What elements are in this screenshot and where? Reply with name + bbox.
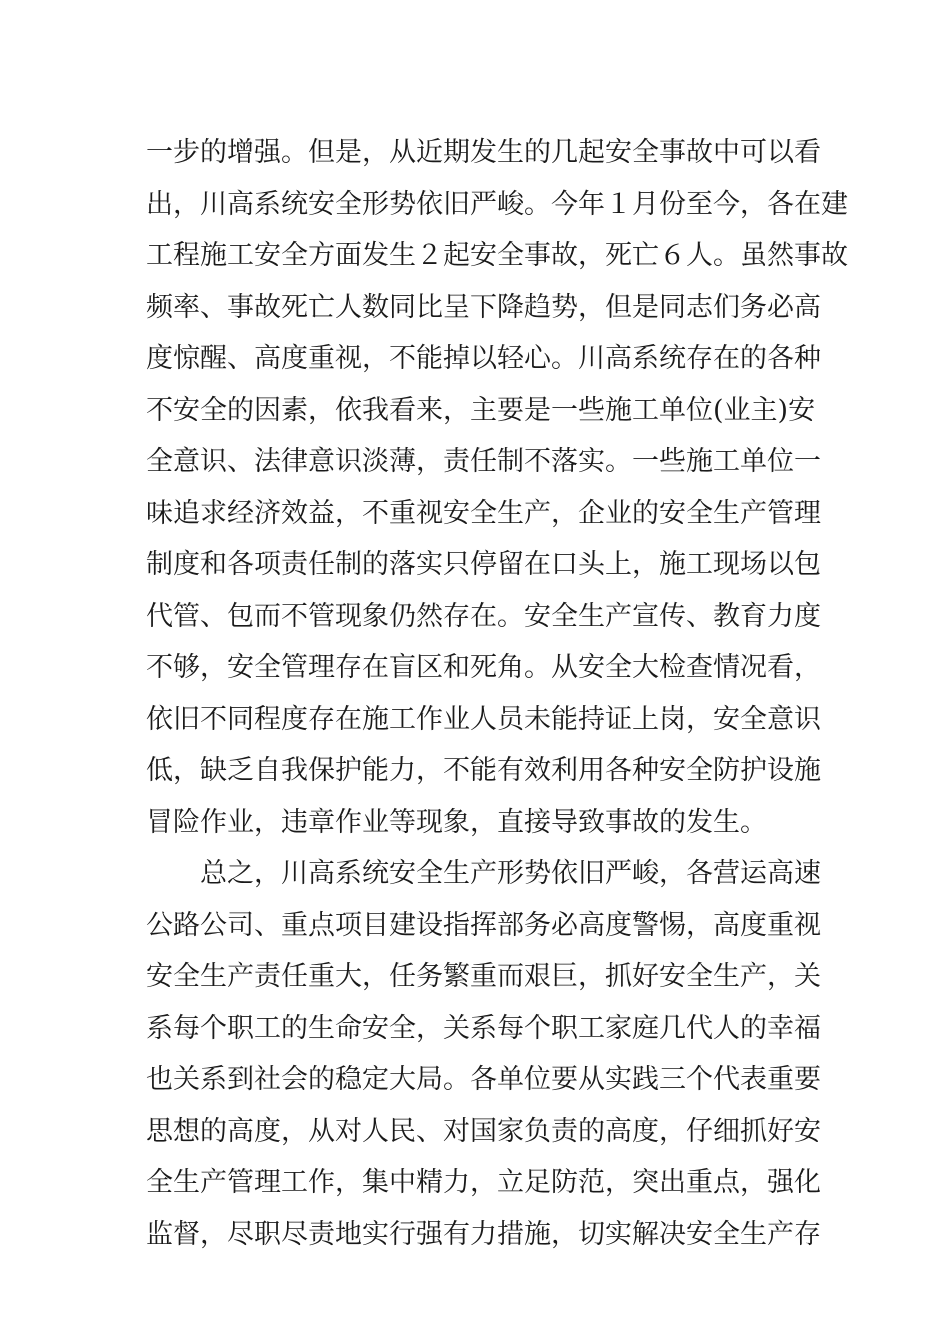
text-line: 冒险作业，违章作业等现象，直接导致事故的发生。 — [146, 806, 767, 838]
text-line: 出，川高系统安全形势依旧严峻。今年１月份至今，各在建 — [146, 188, 848, 220]
text-line: 代管、包而不管现象仍然存在。安全生产宣传、教育力度 — [146, 600, 821, 632]
text-line: 味追求经济效益，不重视安全生产，企业的安全生产管理 — [146, 497, 821, 529]
paragraph-1 — [146, 127, 848, 848]
text-line: 监督，尽职尽责地实行强有力措施，切实解决安全生产存 — [146, 1218, 821, 1250]
text-line: 频率、事故死亡人数同比呈下降趋势，但是同志们务必高 — [146, 291, 821, 323]
text-line: 全意识、法律意识淡薄，责任制不落实。一些施工单位一 — [146, 446, 821, 477]
text-line: 也关系到社会的稳定大局。各单位要从实践三个代表重要 — [146, 1064, 821, 1095]
text-line: 低，缺乏自我保护能力，不能有效利用各种安全防护设施 — [146, 755, 821, 786]
text-line: 安全生产责任重大，任务繁重而艰巨，抓好安全生产，关 — [146, 961, 821, 992]
text-line: 总之，川高系统安全生产形势依旧严峻，各营运高速 — [200, 858, 821, 889]
text-line: 思想的高度，从对人民、对国家负责的高度，仔细抓好安 — [146, 1115, 821, 1147]
text-line: 一步的增强。但是，从近期发生的几起安全事故中可以看 — [146, 137, 821, 168]
text-line: 系每个职工的生命安全，关系每个职工家庭几代人的幸福 — [146, 1012, 821, 1044]
body-text — [146, 127, 848, 1260]
text-line: 制度和各项责任制的落实只停留在口头上，施工现场以包 — [146, 549, 821, 580]
text-line: 不安全的因素，依我看来，主要是一些施工单位(业主)安 — [146, 394, 816, 426]
text-line: 工程施工安全方面发生２起安全事故，死亡６人。虽然事故 — [146, 240, 848, 271]
paragraph-2 — [146, 848, 821, 1260]
text-line: 公路公司、重点项目建设指挥部务必高度警惕，高度重视 — [146, 909, 821, 941]
text-line: 全生产管理工作，集中精力，立足防范，突出重点，强化 — [146, 1167, 821, 1198]
text-line: 依旧不同程度存在施工作业人员未能持证上岗，安全意识 — [146, 703, 821, 735]
text-line: 度惊醒、高度重视，不能掉以轻心。川高系统存在的各种 — [146, 343, 821, 374]
text-line: 不够，安全管理存在盲区和死角。从安全大检查情况看， — [146, 652, 821, 683]
